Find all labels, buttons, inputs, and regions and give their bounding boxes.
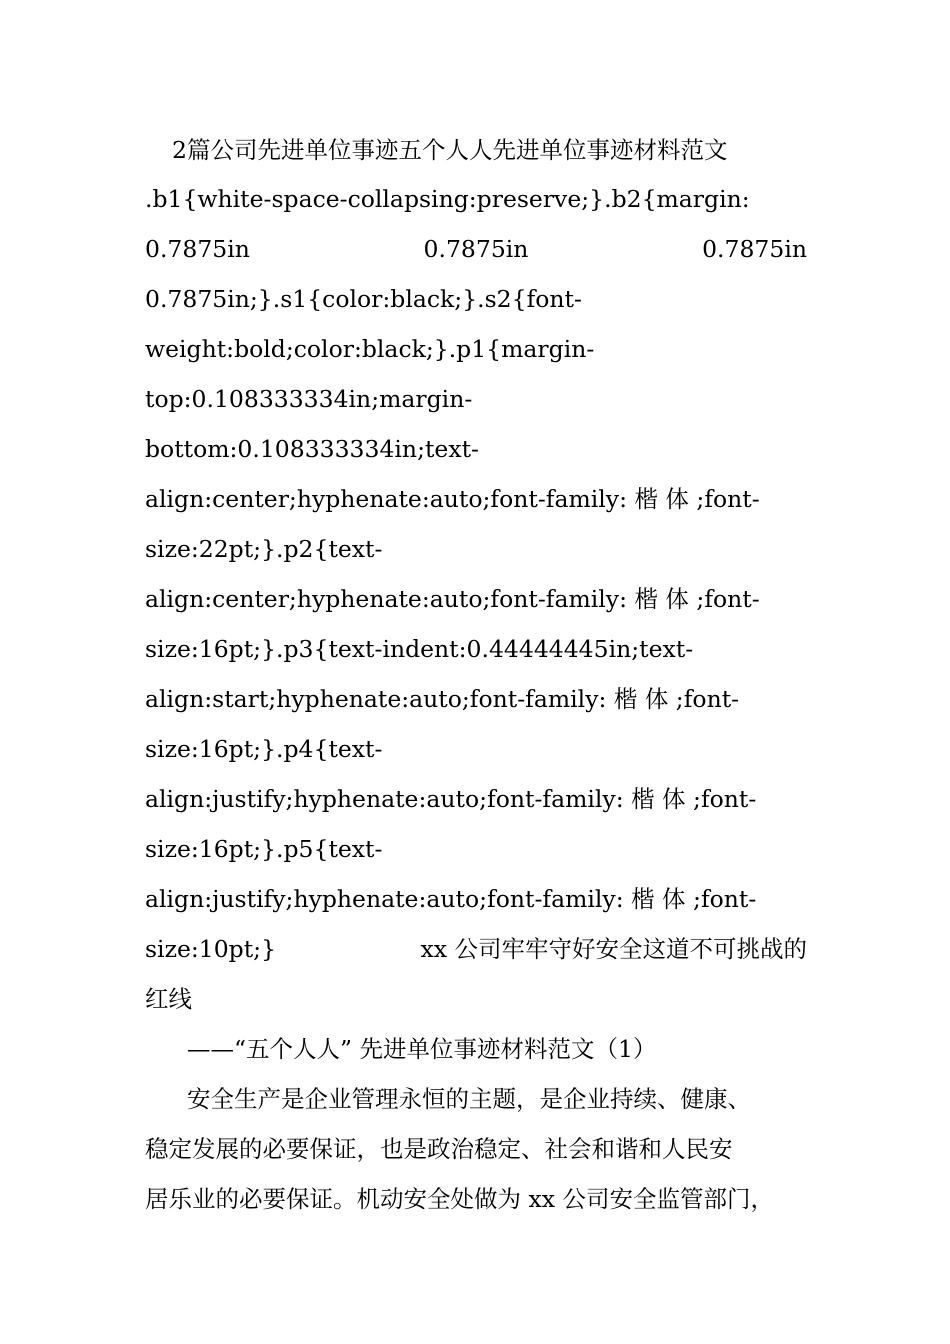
- css-last-fragment: size:10pt;}: [145, 935, 277, 963]
- css-text-line-1: .b1{white-space-collapsing:preserve;}.b2{margin:: [145, 185, 750, 213]
- css-text-line-5: top:0.108333334in;margin-: [145, 385, 473, 413]
- css-text-line-8: size:22pt;}.p2{text-: [145, 535, 383, 563]
- css-text-line-12: size:16pt;}.p4{text-: [145, 735, 383, 763]
- css-text-line-15: align:justify;hyphenate:auto;font-family: 楷 体 ;font-: [145, 885, 757, 913]
- css-text-line-7: align:center;hyphenate:auto;font-family: 楷 体 ;font-: [145, 485, 760, 513]
- document-title: 2篇公司先进单位事迹五个人人先进单位事迹材料范文: [172, 136, 728, 164]
- css-margin-value-3: 0.7875in: [702, 235, 807, 263]
- body-paragraph-line-1: 安全生产是企业管理永恒的主题，是企业持续、健康、: [187, 1085, 751, 1113]
- body-paragraph-line-3: 居乐业的必要保证。机动安全处做为 xx 公司安全监管部门，: [145, 1185, 774, 1213]
- css-text-line-4: weight:bold;color:black;}.p1{margin-: [145, 335, 595, 363]
- css-margin-value-2: 0.7875in: [423, 235, 529, 263]
- headline-start: xx 公司牢牢守好安全这道不可挑战的: [420, 935, 807, 963]
- css-text-line-6: bottom:0.108333334in;text-: [145, 435, 479, 463]
- css-text-line-11: align:start;hyphenate:auto;font-family: 楷 体 ;font-: [145, 685, 740, 713]
- css-margin-value-1: 0.7875in: [145, 235, 250, 263]
- css-text-line-16: [145, 932, 807, 966]
- body-paragraph-line-2: 稳定发展的必要保证，也是政治稳定、社会和谐和人民安: [145, 1135, 733, 1163]
- css-text-line-13: align:justify;hyphenate:auto;font-family: 楷 体 ;font-: [145, 785, 757, 813]
- css-text-line-14: size:16pt;}.p5{text-: [145, 835, 383, 863]
- css-text-line-3: 0.7875in;}.s1{color:black;}.s2{font-: [145, 285, 582, 313]
- css-text-line-10: size:16pt;}.p3{text-indent:0.44444445in;text-: [145, 635, 694, 663]
- document-subtitle: ——“五个人人” 先进单位事迹材料范文（1）: [187, 1035, 657, 1063]
- headline-end: 红线: [145, 985, 192, 1013]
- css-text-line-2: [145, 232, 807, 266]
- css-text-line-9: align:center;hyphenate:auto;font-family: 楷 体 ;font-: [145, 585, 760, 613]
